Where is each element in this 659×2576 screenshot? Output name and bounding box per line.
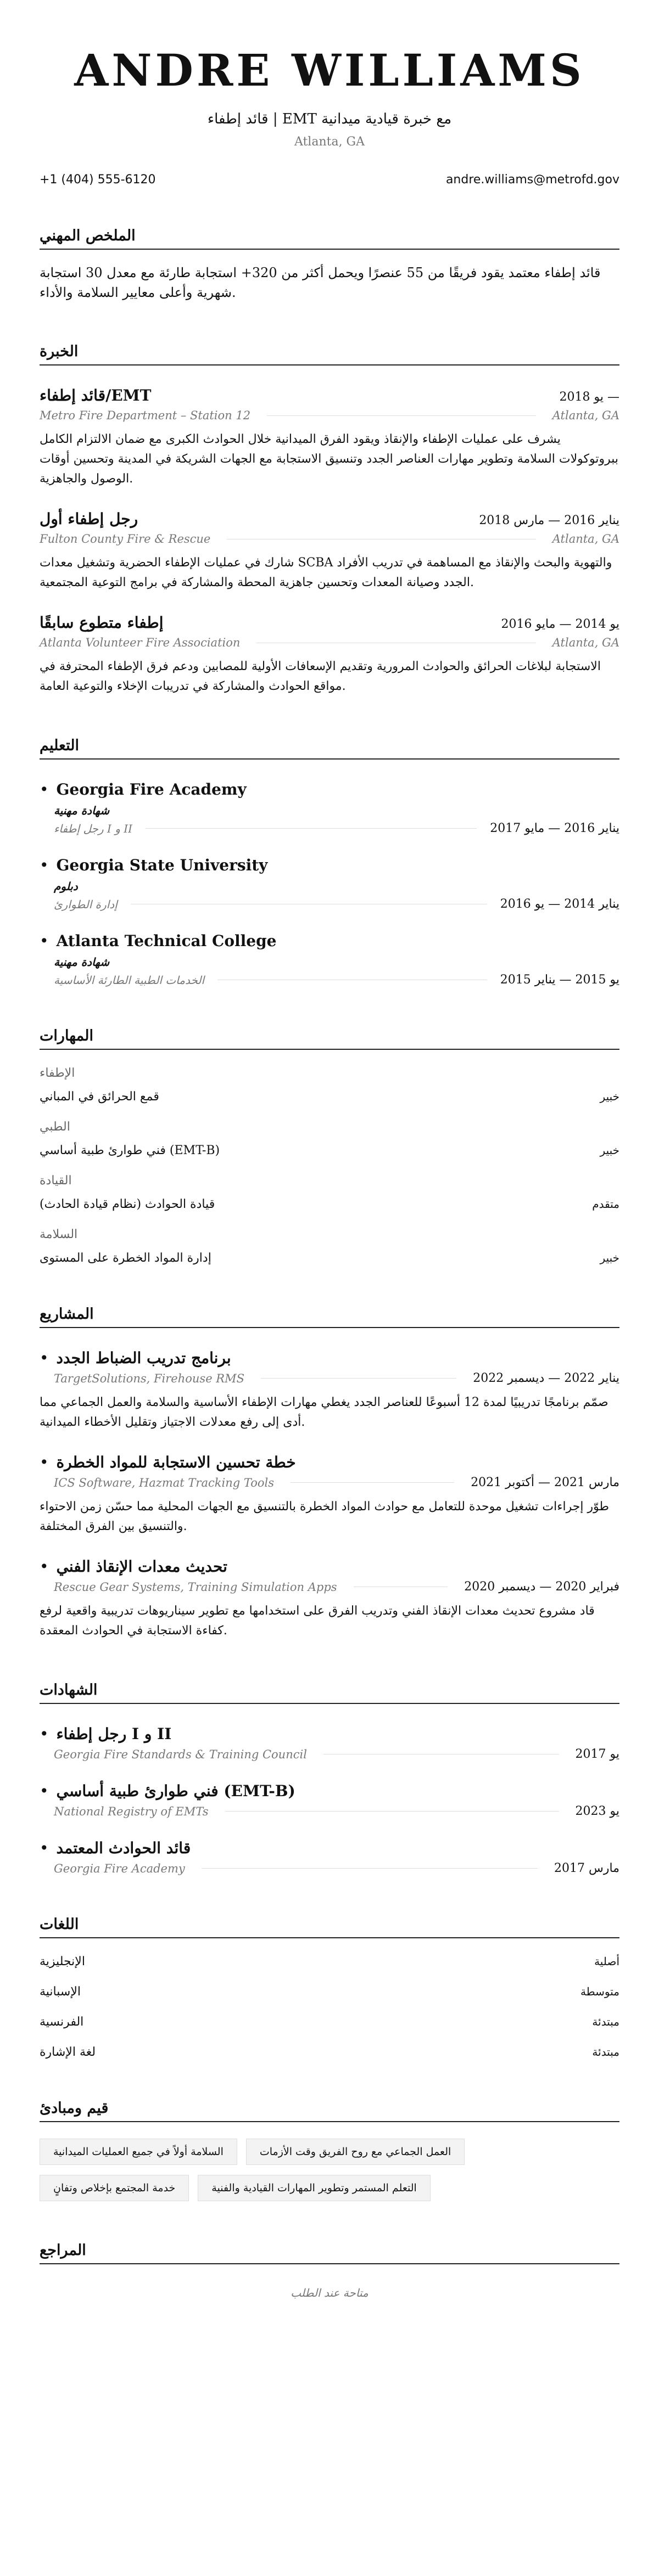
candidate-location: Atlanta, GA [294, 135, 365, 149]
project-tools: ICS Software, Hazmat Tracking Tools [54, 1476, 274, 1489]
phone-number: +1 (404) 555-6120 [40, 173, 156, 187]
divider [291, 1482, 454, 1483]
skill-level: متقدم [592, 1197, 619, 1211]
value-tag: التعلم المستمر وتطوير المهارات القيادية والفنية [198, 2175, 431, 2201]
school-name: • Atlanta Technical College [40, 932, 619, 950]
skills-section [40, 1027, 619, 1265]
skill-name: قيادة الحوادث (نظام قيادة الحادث) [40, 1197, 215, 1211]
job-organization: Metro Fire Department – Station 12 [40, 409, 251, 422]
values-tags [40, 2139, 619, 2201]
language-row [40, 1985, 619, 1999]
skill-category: الطبي [40, 1120, 70, 1134]
job-title: إطفاء متطوع سابقًا [40, 614, 164, 632]
education-entry [40, 780, 619, 835]
experience-section [40, 343, 619, 696]
job-description: يشرف على عمليات الإطفاء والإنقاذ ويقود الفرق الميدانية خلال الحوادث الكبرى مع ضمان الالتزام الكامل ببروتوكولات السلامة وتطوير مهارات العناصر الجدد وتنسيق الاستجابة مع الجهات الشريكة في المدينة وتحسين أوقات الوصول والجاهزية. [40, 432, 618, 486]
job-date: يناير 2016 — مارس 2018 [479, 514, 619, 527]
job-location: Atlanta, GA [552, 532, 619, 545]
job-entry [40, 386, 619, 489]
skill-row [40, 1144, 619, 1157]
candidate-name: ANDRE WILLIAMS [74, 44, 585, 96]
project-tools: TargetSolutions, Firehouse RMS [54, 1371, 244, 1385]
language-level: أصلية [594, 1955, 619, 1968]
section-title: التعليم [40, 737, 619, 760]
section-title: المهارات [40, 1027, 619, 1050]
job-location: Atlanta, GA [552, 409, 619, 422]
certification-issuer: Georgia Fire Academy [54, 1861, 185, 1875]
languages-section [40, 1916, 619, 2059]
job-description: شارك في عمليات الإطفاء الحضرية وتشغيل معدات SCBA والتهوية والبحث والإنقاذ مع المساهمة في تدريب الأفراد الجدد وصيانة المعدات وتحسين جاهزية المحطة والمشاركة في برامج التوعية المجتمعية. [40, 556, 612, 589]
job-title: رجل إطفاء أول [40, 510, 138, 528]
skill-row [40, 1251, 619, 1265]
certification-title: • رجل إطفاء I و II [40, 1725, 619, 1743]
education-entry [40, 932, 619, 987]
project-title: • تحديث معدات الإنقاذ الفني [40, 1557, 619, 1576]
certification-entry [40, 1839, 619, 1875]
project-tools: Rescue Gear Systems, Training Simulation Apps [54, 1580, 337, 1594]
job-organization: Fulton County Fire & Rescue [40, 532, 211, 545]
certification-entry [40, 1725, 619, 1761]
skill-category: القيادة [40, 1174, 72, 1188]
section-title: المراجع [40, 2242, 619, 2264]
skill-row [40, 1197, 619, 1211]
language-row [40, 2015, 619, 2029]
certification-date: مارس 2017 [554, 1861, 619, 1875]
skill-category: الإطفاء [40, 1066, 75, 1080]
project-entry [40, 1557, 619, 1641]
projects-section [40, 1306, 619, 1641]
skill-name: فني طوارئ طبية أساسي (EMT-B) [40, 1144, 220, 1157]
education-date: يو 2015 — يناير 2015 [500, 973, 619, 987]
language-row [40, 1955, 619, 1968]
project-entry [40, 1349, 619, 1432]
job-entry [40, 510, 619, 593]
language-level: مبتدئة [592, 2015, 619, 2028]
certification-date: يو 2023 [575, 1804, 619, 1818]
project-title: • خطة تحسين الاستجابة للمواد الخطرة [40, 1453, 619, 1471]
certification-title: • قائد الحوادث المعتمد [40, 1839, 619, 1857]
email-address[interactable]: andre.williams@metrofd.gov [445, 173, 619, 187]
divider [225, 1811, 559, 1812]
value-tag: خدمة المجتمع بإخلاص وتفانٍ [40, 2175, 189, 2201]
education-entry [40, 856, 619, 911]
field-of-study: إدارة الطوارئ [54, 897, 118, 911]
project-date: يناير 2022 — ديسمبر 2022 [473, 1371, 619, 1385]
job-organization: Atlanta Volunteer Fire Association [40, 636, 241, 649]
job-description: الاستجابة لبلاغات الحرائق والحوادث المرورية وتقديم الإسعافات الأولية للمصابين ودعم فرق الإطفاء المحترفة في مواقع الحوادث والمشاركة في تدريبات الإخلاء والتوعية العامة. [40, 660, 601, 693]
skill-level: خبير [600, 1251, 619, 1264]
project-description: طوّر إجراءات تشغيل موحدة للتعامل مع حوادث المواد الخطرة بالتنسيق مع الجهات المحلية مما حسّن زمن الاحتواء والتنسيق بين الفرق المختلفة. [40, 1500, 609, 1533]
field-of-study: الخدمات الطبية الطارئة الأساسية [54, 973, 205, 987]
section-title: قيم ومبادئ [40, 2100, 619, 2122]
language-name: الإسبانية [40, 1985, 81, 1999]
project-entry [40, 1453, 619, 1537]
language-row [40, 2045, 619, 2059]
degree-type: شهادة مهنية [54, 955, 110, 969]
project-description: صمّم برنامجًا تدريبيًا لمدة 12 أسبوعًا للعناصر الجدد يغطي مهارات الإطفاء الأساسية والسلامة والعمل الجماعي مما أدى إلى رفع معدلات الاجتياز وتقليل الأخطاء الميدانية. [40, 1396, 608, 1429]
certification-issuer: National Registry of EMTs [54, 1804, 209, 1818]
language-level: متوسطة [580, 1985, 619, 1998]
values-section [40, 2100, 619, 2201]
certification-title: • فني طوارئ طبية أساسي (EMT-B) [40, 1782, 619, 1800]
references-note: متاحة عند الطلب [291, 2286, 368, 2299]
project-title: • برنامج تدريب الضباط الجدد [40, 1349, 619, 1367]
contact-row [40, 173, 619, 187]
language-name: الفرنسية [40, 2015, 84, 2029]
school-name: • Georgia State University [40, 856, 619, 874]
certification-issuer: Georgia Fire Standards & Training Council [54, 1747, 307, 1761]
section-title: المشاريع [40, 1306, 619, 1328]
section-title: الخبرة [40, 343, 619, 365]
education-date: يناير 2014 — يو 2016 [500, 897, 619, 911]
language-name: الإنجليزية [40, 1955, 85, 1968]
job-entry [40, 614, 619, 696]
divider [202, 1868, 538, 1869]
certification-date: يو 2017 [575, 1747, 619, 1761]
degree-type: دبلوم [54, 880, 78, 893]
skill-level: خبير [600, 1090, 619, 1103]
value-tag: العمل الجماعي مع روح الفريق وقت الأزمات [246, 2139, 465, 2165]
skill-row [40, 1090, 619, 1104]
language-name: لغة الإشارة [40, 2045, 96, 2059]
project-description: قاد مشروع تحديث معدات الإنقاذ الفني وتدريب الفرق على استخدامها مع تطوير سيناريوهات تدريبية واقعية لرفع كفاءة الاستجابة في الحوادث المعقدة. [40, 1604, 595, 1638]
certifications-section [40, 1681, 619, 1875]
divider [146, 828, 477, 829]
summary-section [40, 227, 619, 302]
project-date: فبراير 2020 — ديسمبر 2020 [464, 1580, 619, 1594]
skill-name: قمع الحرائق في المباني [40, 1090, 159, 1104]
skill-category: السلامة [40, 1228, 78, 1241]
divider [267, 415, 536, 416]
section-title: اللغات [40, 1916, 619, 1938]
skill-level: خبير [600, 1144, 619, 1157]
summary-text: قائد إطفاء معتمد يقود فريقًا من 55 عنصرًا ويحمل أكثر من 320+ استجابة طارئة مع معدل 30 استجابة شهرية وأعلى معايير السلامة والأداء. [40, 265, 601, 300]
field-of-study: رجل إطفاء I و II [54, 822, 133, 835]
skill-name: إدارة المواد الخطرة على المستوى [40, 1251, 211, 1265]
references-section [40, 2242, 619, 2299]
certification-entry [40, 1782, 619, 1818]
job-date: يو 2014 — مايو 2016 [501, 617, 619, 631]
section-title: الملخص المهني [40, 227, 619, 250]
value-tag: السلامة أولاً في جميع العمليات الميدانية [40, 2139, 237, 2165]
resume-page [40, 0, 619, 2299]
language-level: مبتدئة [592, 2045, 619, 2058]
project-date: مارس 2021 — أكتوبر 2021 [471, 1476, 619, 1489]
education-date: يناير 2016 — مايو 2017 [490, 822, 619, 835]
job-date: يو 2018 — [559, 390, 619, 404]
education-section [40, 737, 619, 987]
job-title: قائد إطفاء/EMT [40, 386, 152, 404]
section-title: الشهادات [40, 1681, 619, 1704]
school-name: • Georgia Fire Academy [40, 780, 619, 798]
divider [261, 1378, 456, 1379]
job-location: Atlanta, GA [552, 636, 619, 649]
candidate-headline: قائد إطفاء | EMT مع خبرة قيادية ميدانية [207, 111, 452, 127]
degree-type: شهادة مهنية [54, 804, 110, 817]
